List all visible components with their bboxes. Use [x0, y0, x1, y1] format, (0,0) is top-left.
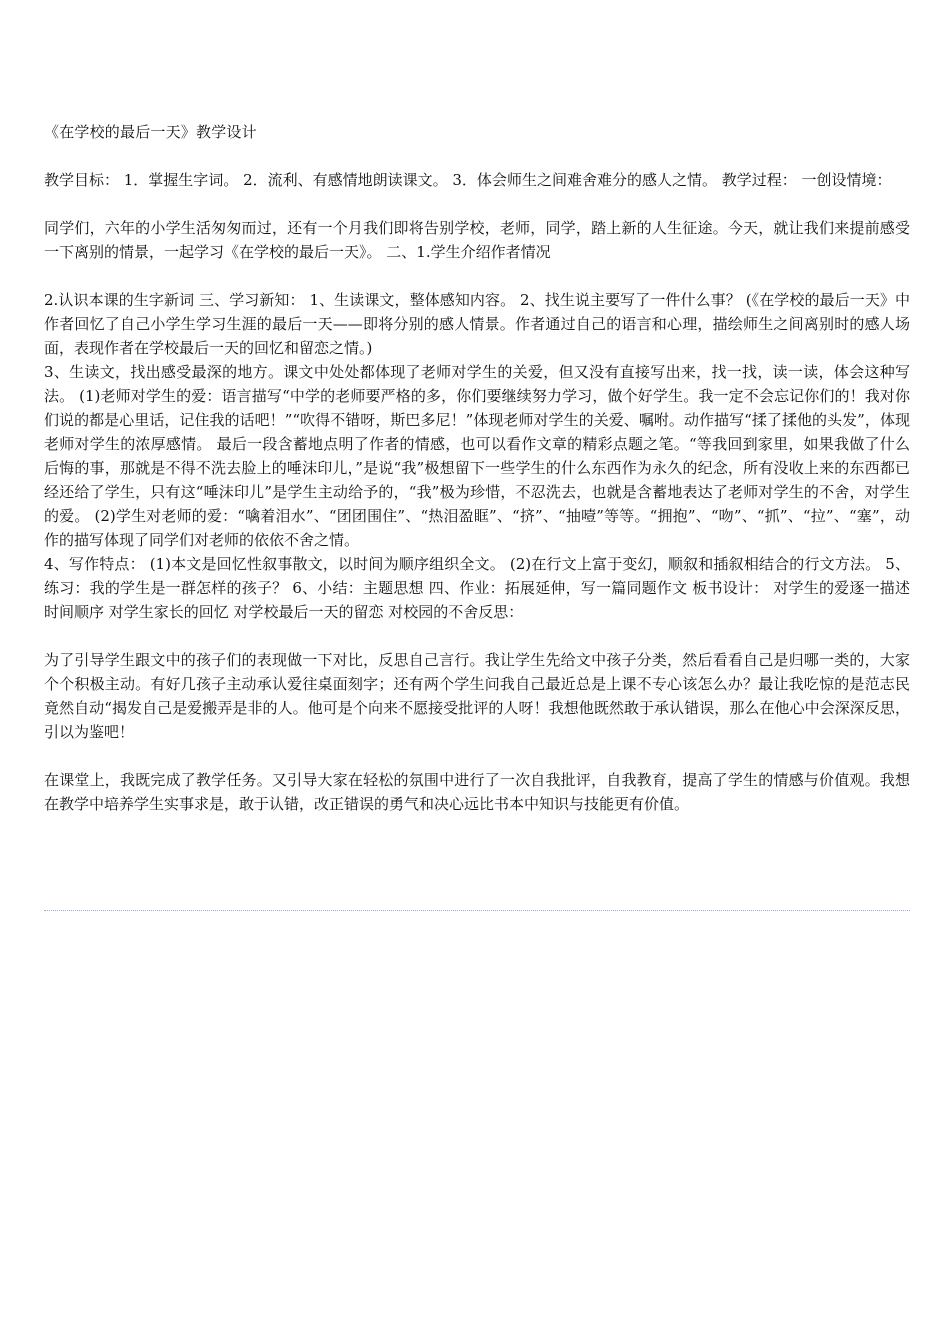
dotted-divider: [44, 910, 910, 911]
paragraph-conclusion: 在课堂上，我既完成了教学任务。又引导大家在轻松的氛围中进行了一次自我批评，自我教育，提高了学生的情感与价值观。我想在教学中培养学生实事求是，敢于认错，改正错误的勇气和决心远比书本中知识与技能更有价值。: [44, 771, 910, 813]
paragraph-reading-analysis: 3、生读文，找出感受最深的地方。课文中处处都体现了老师对学生的关爱，但又没有直接写出来，找一找，读一读，体会这种写法。 (1)老师对学生的爱：语言描写“中学的老师要严格的多，你们要继续努力学习，做个好学生。我一定不会忘记你们的！我对你们说的都是心里话，记住我的话吧！”“吹得不错呀，斯巴多尼！”体现老师对学生的关爱、嘱咐。动作描写“揉了揉他的头发”，体现老师对学生的浓厚感情。 最后一段含蓄地点明了作者的情感，也可以看作文章的精彩点题之笔。“等我回到家里，如果我做了什么后悔的事，那就是不得不洗去脸上的唾沫印儿，”是说“我”极想留下一些学生的什么东西作为永久的纪念，所有没收上来的东西都已经还给了学生，只有这“唾沫印儿”是学生主动给予的，“我”极为珍惜，不忍洗去，也就是含蓄地表达了老师对学生的不舍，对学生的爱。 (2)学生对老师的爱：“噙着泪水”、“团团围住”、“热泪盈眶”、“挤”、“抽噎”等等。“拥抱”、“吻”、“抓”、“拉”、“塞”，动作的描写体现了同学们对老师的依依不舍之情。: [44, 363, 910, 549]
paragraph-reflection: 为了引导学生跟文中的孩子们的表现做一下对比，反思自己言行。我让学生先给文中孩子分类，然后看看自己是归哪一类的，大家个个积极主动。有好几孩子主动承认爱往桌面刻字；还有两个学生问我自己最近总是上课不专心该怎么办？最让我吃惊的是范志民竟然自动“揭发自己是爱搬弄是非的人。他可是个向来不愿接受批评的人呀！我想他既然敢于承认错误，那么在他心中会深深反思，引以为鉴吧！: [44, 651, 910, 741]
paragraph-introduction: 同学们，六年的小学生活匆匆而过，还有一个月我们即将告别学校，老师，同学，踏上新的人生征途。今天，就让我们来提前感受一下离别的情景，一起学习《在学校的最后一天》。 二、1.学生介绍作者情况: [44, 219, 910, 261]
paragraph-writing-features: 4、写作特点： (1)本文是回忆性叙事散文，以时间为顺序组织全文。 (2)在行文上富于变幻，顺叙和插叙相结合的行文方法。 5、练习：我的学生是一群怎样的孩子？ 6、小结：主题思想 四、作业：拓展延伸，写一篇同题作文 板书设计： 对学生的爱逐一描述 时间顺序 对学生家长的回忆 对学校最后一天的留恋 对校园的不舍反思：: [44, 555, 910, 621]
document-body: [44, 120, 910, 816]
paragraph-objectives: 教学目标： 1．掌握生字词。 2．流利、有感情地朗读课文。 3．体会师生之间难舍难分的感人之情。 教学过程： 一创设情境：: [44, 171, 892, 189]
paragraph-new-words: 2.认识本课的生字新词 三、学习新知： 1、生读课文，整体感知内容。 2、找生说主要写了一件什么事？ (《在学校的最后一天》中作者回忆了自己小学生学习生涯的最后一天——即将分别的感人情景。作者通过自己的语言和心理，描绘师生之间离别时的感人场面，表现作者在学校最后一天的回忆和留恋之情。): [44, 291, 910, 357]
document-title: 《在学校的最后一天》教学设计: [44, 123, 257, 141]
